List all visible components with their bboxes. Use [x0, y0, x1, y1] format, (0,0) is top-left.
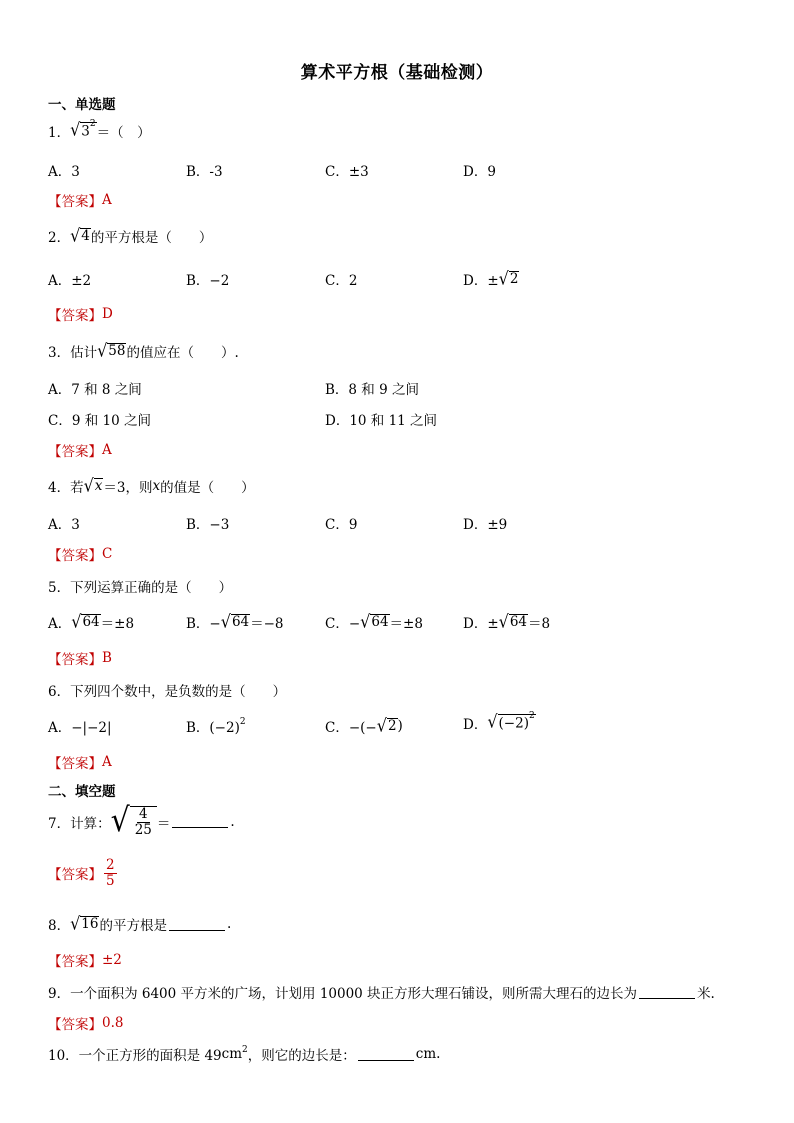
- question-4: [48, 476, 255, 496]
- question-number: 2．: [48, 230, 71, 246]
- answer-value: A: [102, 442, 112, 458]
- question-text: 10．一个正方形的面积是 49: [48, 1048, 222, 1064]
- denominator: 5: [106, 872, 115, 889]
- page-title: 算术平方根（基础检测）: [300, 63, 494, 83]
- answer-6: [48, 752, 112, 772]
- answer-value: A: [102, 192, 112, 208]
- question-number: 3．估计: [48, 345, 98, 361]
- option-rhs: ＝±8: [389, 616, 423, 632]
- sqrt-expression: √ 64: [71, 610, 100, 632]
- unit: cm: [221, 1046, 243, 1062]
- question-10: [48, 1044, 440, 1064]
- option-label: B．(−2): [186, 720, 240, 736]
- option-d: D．10 和 11 之间: [325, 413, 438, 429]
- option-tail: ): [397, 718, 403, 734]
- answer-9: [48, 1013, 123, 1033]
- option-d: [463, 710, 536, 733]
- option-rhs: ＝8: [528, 616, 551, 632]
- answer-value: ±2: [102, 952, 122, 968]
- question-9: [48, 982, 715, 1002]
- exponent: 2: [242, 1045, 248, 1055]
- answer-value: B: [102, 650, 112, 666]
- answer-8: [48, 950, 122, 970]
- sqrt-expression: √ 58: [97, 339, 126, 361]
- option-d: D．9: [463, 164, 496, 180]
- option-a: [48, 612, 134, 632]
- option-b: B．−2: [186, 273, 230, 289]
- answer-2: [48, 304, 113, 324]
- answer-value: 0.8: [102, 1015, 124, 1031]
- section-heading-single-choice: 一、单选题: [48, 97, 116, 113]
- option-b: [186, 716, 246, 736]
- exponent: 2: [239, 717, 246, 727]
- question-tail: 的值应在（ ）.: [126, 345, 239, 361]
- question-end: cm.: [415, 1046, 441, 1062]
- sqrt-expression: √ 64: [360, 610, 389, 632]
- radicand: 64: [509, 613, 528, 630]
- option-b: B．8 和 9 之间: [325, 382, 419, 398]
- variable: x: [152, 478, 161, 494]
- question-number: 8．: [48, 918, 71, 934]
- sqrt-expression: √ x: [83, 474, 103, 496]
- option-label: C．−: [325, 616, 361, 632]
- option-c: [325, 716, 403, 736]
- sqrt-expression: √ 4: [70, 224, 90, 246]
- radicand: 16: [81, 915, 99, 932]
- denominator: 25: [134, 821, 152, 838]
- answer-1: [48, 190, 112, 210]
- question-end: .: [226, 916, 232, 932]
- exponent: 2: [528, 710, 535, 721]
- answer-fraction: [104, 858, 117, 889]
- numerator: 2: [106, 857, 115, 873]
- option-label: A．: [48, 616, 72, 632]
- option-c: C．9 和 10 之间: [48, 413, 151, 429]
- option-a: A．7 和 8 之间: [48, 382, 142, 398]
- question-text: 9．一个面积为 6400 平方米的广场，计划用 10000 块正方形大理石铺设，则所需大理石的边长为: [48, 986, 638, 1002]
- question-number: 7．计算：: [48, 815, 111, 832]
- answer-blank: [169, 918, 225, 931]
- question-end: .: [230, 813, 235, 830]
- option-c: [325, 612, 423, 632]
- radicand: 58: [108, 342, 126, 359]
- answer-value: D: [102, 306, 113, 322]
- question-tail: ＝（ ）: [96, 125, 151, 141]
- sqrt-expression: √ $3^2$: [70, 118, 96, 140]
- answer-label: 【答案】: [48, 444, 102, 460]
- sqrt-expression: √ $\frac{4}{25}$: [111, 806, 157, 838]
- option-a: A．3: [48, 164, 80, 180]
- question-6: 6．下列四个数中，是负数的是（ ）: [48, 684, 287, 700]
- radicand: 4: [81, 227, 90, 244]
- option-d: [463, 269, 519, 289]
- option-b: B．-3: [186, 164, 223, 180]
- radicand: (−2): [498, 715, 529, 732]
- option-label: D．±: [463, 273, 499, 289]
- answer-label: 【答案】: [48, 756, 102, 772]
- sqrt-expression: √ 16: [70, 912, 99, 934]
- option-b: B．−3: [186, 517, 230, 533]
- answer-5: [48, 648, 112, 668]
- radicand: 3: [81, 123, 90, 140]
- answer-value: C: [102, 546, 113, 562]
- question-tail: 的平方根是: [99, 918, 167, 934]
- answer-blank: [172, 815, 228, 828]
- answer-blank: [358, 1048, 414, 1061]
- option-d: D．±9: [463, 517, 508, 533]
- question-tail: ＝: [156, 815, 171, 832]
- answer-7: [48, 858, 119, 889]
- question-1: [48, 118, 151, 141]
- radicand: 64: [231, 613, 250, 630]
- question-tail: 的值是（ ）: [160, 480, 255, 496]
- question-7: [48, 801, 235, 840]
- option-rhs: ＝−8: [250, 616, 284, 632]
- question-5: 5．下列运算正确的是（ ）: [48, 580, 233, 596]
- option-label: C．−(−: [325, 720, 377, 736]
- answer-label: 【答案】: [48, 954, 102, 970]
- answer-3: [48, 440, 112, 460]
- option-d: [463, 612, 550, 632]
- question-2: [48, 226, 212, 246]
- option-label: D．±: [463, 616, 499, 632]
- sqrt-expression: √ 2: [498, 267, 519, 289]
- answer-label: 【答案】: [48, 1017, 102, 1033]
- section-heading-fill-blank: 二、填空题: [48, 784, 116, 800]
- option-rhs: ＝±8: [100, 616, 135, 632]
- question-8: [48, 914, 231, 934]
- radicand: 2: [509, 270, 519, 287]
- option-a: A．3: [48, 517, 80, 533]
- question-mid: ＝3，则: [103, 480, 153, 496]
- answer-label: 【答案】: [48, 308, 102, 324]
- answer-label: 【答案】: [48, 867, 102, 884]
- option-a: A．±2: [48, 273, 92, 289]
- question-tail: 的平方根是（ ）: [90, 230, 213, 246]
- question-number: 1．: [48, 125, 71, 141]
- numerator: 4: [139, 806, 148, 822]
- sqrt-expression: √ 64: [498, 610, 528, 632]
- answer-value: A: [102, 754, 112, 770]
- option-c: C．9: [325, 517, 358, 533]
- radicand: 2: [387, 717, 397, 734]
- question-end: 米.: [697, 986, 715, 1002]
- answer-blank: [639, 986, 695, 999]
- radicand: x: [94, 477, 103, 494]
- sqrt-expression: √ 64: [220, 610, 250, 632]
- radicand: 64: [82, 613, 100, 630]
- question-number: 4．若: [48, 480, 84, 496]
- answer-4: [48, 544, 112, 564]
- question-3: [48, 341, 239, 361]
- option-label: D．: [463, 717, 488, 733]
- exponent: 2: [89, 118, 96, 129]
- fraction: [133, 807, 154, 838]
- option-b: [186, 612, 284, 632]
- sqrt-expression: √ 2: [376, 714, 397, 736]
- option-label: B．−: [186, 616, 221, 632]
- answer-label: 【答案】: [48, 548, 102, 564]
- option-c: C．2: [325, 273, 358, 289]
- answer-label: 【答案】: [48, 652, 102, 668]
- radicand: 64: [371, 613, 389, 630]
- question-mid: ，则它的边长是：: [247, 1048, 356, 1064]
- answer-label: 【答案】: [48, 194, 102, 210]
- option-a: A．−|−2|: [48, 720, 112, 736]
- option-c: C．±3: [325, 164, 369, 180]
- sqrt-expression: √ $(-2)^2$: [487, 710, 535, 732]
